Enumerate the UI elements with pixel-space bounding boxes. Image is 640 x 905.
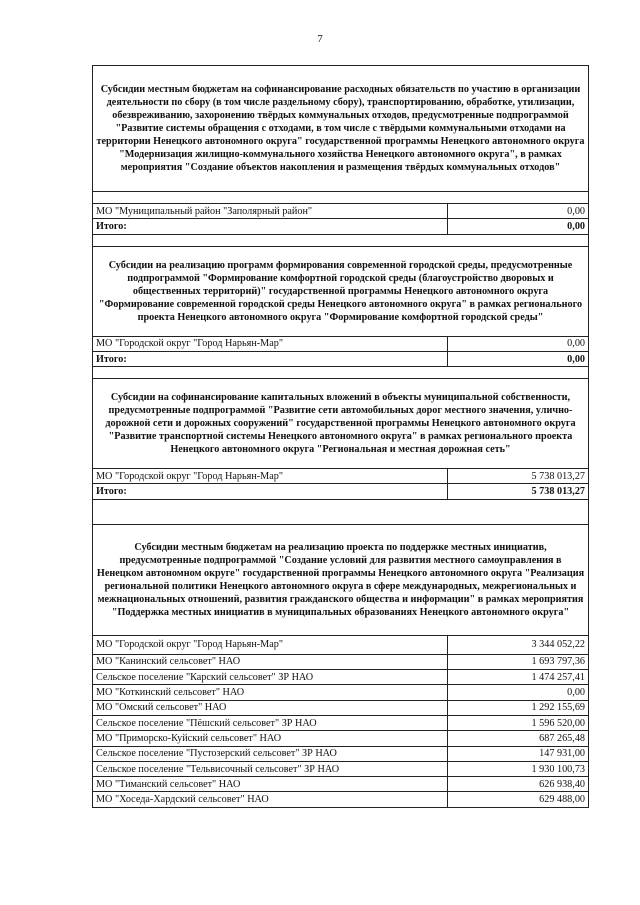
subsidy-amount: 626 938,40: [448, 777, 589, 792]
municipality-name: МО "Коткинский сельсовет" НАО: [93, 685, 448, 700]
municipality-name: Сельское поселение "Карский сельсовет" ЗР НАО: [93, 670, 448, 685]
total-label: Итого:: [93, 351, 448, 366]
subsidy-amount: 1 930 100,73: [448, 761, 589, 776]
total-label: Итого:: [93, 219, 448, 234]
subsidy-amount: 147 931,00: [448, 746, 589, 761]
total-amount: 0,00: [448, 351, 589, 366]
subsidy-amount: 0,00: [448, 685, 589, 700]
table-row: [93, 469, 589, 484]
municipality-name: Сельское поселение "Тельвисочный сельсовет" ЗР НАО: [93, 761, 448, 776]
section-title: Субсидии на реализацию программ формирования современной городской среды, предусмотренные подпрограммой "Формирование комфортной городской среды (благоустройство дворовых и общественных территорий)" государственной программы Ненецкого автономного округа "Формирование современной городской среды Ненецкого автономного округа" в рамках регионального проекта Ненецкого автономного округа "Формирование комфортной городской среды": [93, 246, 589, 336]
total-row: [93, 351, 589, 366]
subsidy-amount: 1 596 520,00: [448, 715, 589, 730]
table-row: [93, 685, 589, 700]
subsidy-amount: 629 488,00: [448, 792, 589, 807]
municipality-name: МО "Муниципальный район "Заполярный район": [93, 204, 448, 219]
section-header: [93, 379, 589, 469]
section-title: Субсидии на софинансирование капитальных вложений в объекты муниципальной собственности, предусмотренные подпрограммой "Развитие сети автомобильных дорог местного значения, улично-дорожной сети и дорожных сооружений" государственной программы Ненецкого автономного округа "Развитие транспортной системы Ненецкого автономного округа" в рамках регионального проекта Ненецкого автономного округа "Региональная и местная дорожная сеть": [93, 379, 589, 469]
page-number: 7: [317, 33, 323, 45]
subsidy-amount: 1 474 257,41: [448, 670, 589, 685]
table-row: [93, 336, 589, 351]
section-header: [93, 246, 589, 336]
subsidy-amount: 0,00: [448, 204, 589, 219]
section-header: [93, 524, 589, 635]
table-row: [93, 777, 589, 792]
table-row: [93, 761, 589, 776]
section-title: Субсидии местным бюджетам на софинансирование расходных обязательств по участию в организации деятельности по сбору (в том числе раздельному сбору), транспортированию, обработке, утилизации, обезвреживанию, захоронению твёрдых коммунальных отходов, предусмотренные подпрограммой "Развитие системы обращения с отходами, в том числе с твёрдыми коммунальными отходами на территории Ненецкого автономного округа" государственной программы Ненецкого автономного округа "Модернизация жилищно-коммунального хозяйства Ненецкого автономного округа", в рамках мероприятия "Создание объектов накопления и размещения твёрдых коммунальных отходов": [93, 66, 589, 192]
total-amount: 5 738 013,27: [448, 484, 589, 499]
table-row: [93, 654, 589, 669]
table-row: [93, 731, 589, 746]
subsidy-amount: 5 738 013,27: [448, 469, 589, 484]
municipality-name: МО "Тиманский сельсовет" НАО: [93, 777, 448, 792]
subsidy-amount: 1 693 797,36: [448, 654, 589, 669]
municipality-name: МО "Канинский сельсовет" НАО: [93, 654, 448, 669]
total-row: [93, 484, 589, 499]
municipality-name: МО "Омский сельсовет" НАО: [93, 700, 448, 715]
section-title: Субсидии местным бюджетам на реализацию проекта по поддержке местных инициатив, предусмотренные подпрограммой "Создание условий для развития местного самоуправления в Ненецком автономном округе" государственной программы Ненецкого автономного округа "Реализация региональной политики Ненецкого автономного округа в сфере международных, межрегиональных и межнациональных отношений, развития гражданского общества и информации" в рамках мероприятия "Поддержка местных инициатив в муниципальных образованиях Ненецкого автономного округа": [93, 524, 589, 635]
total-amount: 0,00: [448, 219, 589, 234]
table-row: [93, 700, 589, 715]
municipality-name: МО "Приморско-Куйский сельсовет" НАО: [93, 731, 448, 746]
municipality-name: МО "Хоседа-Хардский сельсовет" НАО: [93, 792, 448, 807]
municipality-name: МО "Городской округ "Город Нарьян-Мар": [93, 635, 448, 654]
municipality-name: Сельское поселение "Пустозерский сельсовет" ЗР НАО: [93, 746, 448, 761]
subsidy-amount: 687 265,48: [448, 731, 589, 746]
table-row: [93, 670, 589, 685]
section-header: [93, 66, 589, 192]
table-row: [93, 635, 589, 654]
municipality-name: Сельское поселение "Пёшский сельсовет" ЗР НАО: [93, 715, 448, 730]
table-row: [93, 204, 589, 219]
municipality-name: МО "Городской округ "Город Нарьян-Мар": [93, 469, 448, 484]
table-row: [93, 746, 589, 761]
table-row: [93, 715, 589, 730]
municipality-name: МО "Городской округ "Город Нарьян-Мар": [93, 336, 448, 351]
subsidy-amount: 0,00: [448, 336, 589, 351]
total-label: Итого:: [93, 484, 448, 499]
subsidy-amount: 3 344 052,22: [448, 635, 589, 654]
total-row: [93, 219, 589, 234]
table-row: [93, 792, 589, 807]
subsidies-table: [92, 65, 589, 808]
subsidy-amount: 1 292 155,69: [448, 700, 589, 715]
